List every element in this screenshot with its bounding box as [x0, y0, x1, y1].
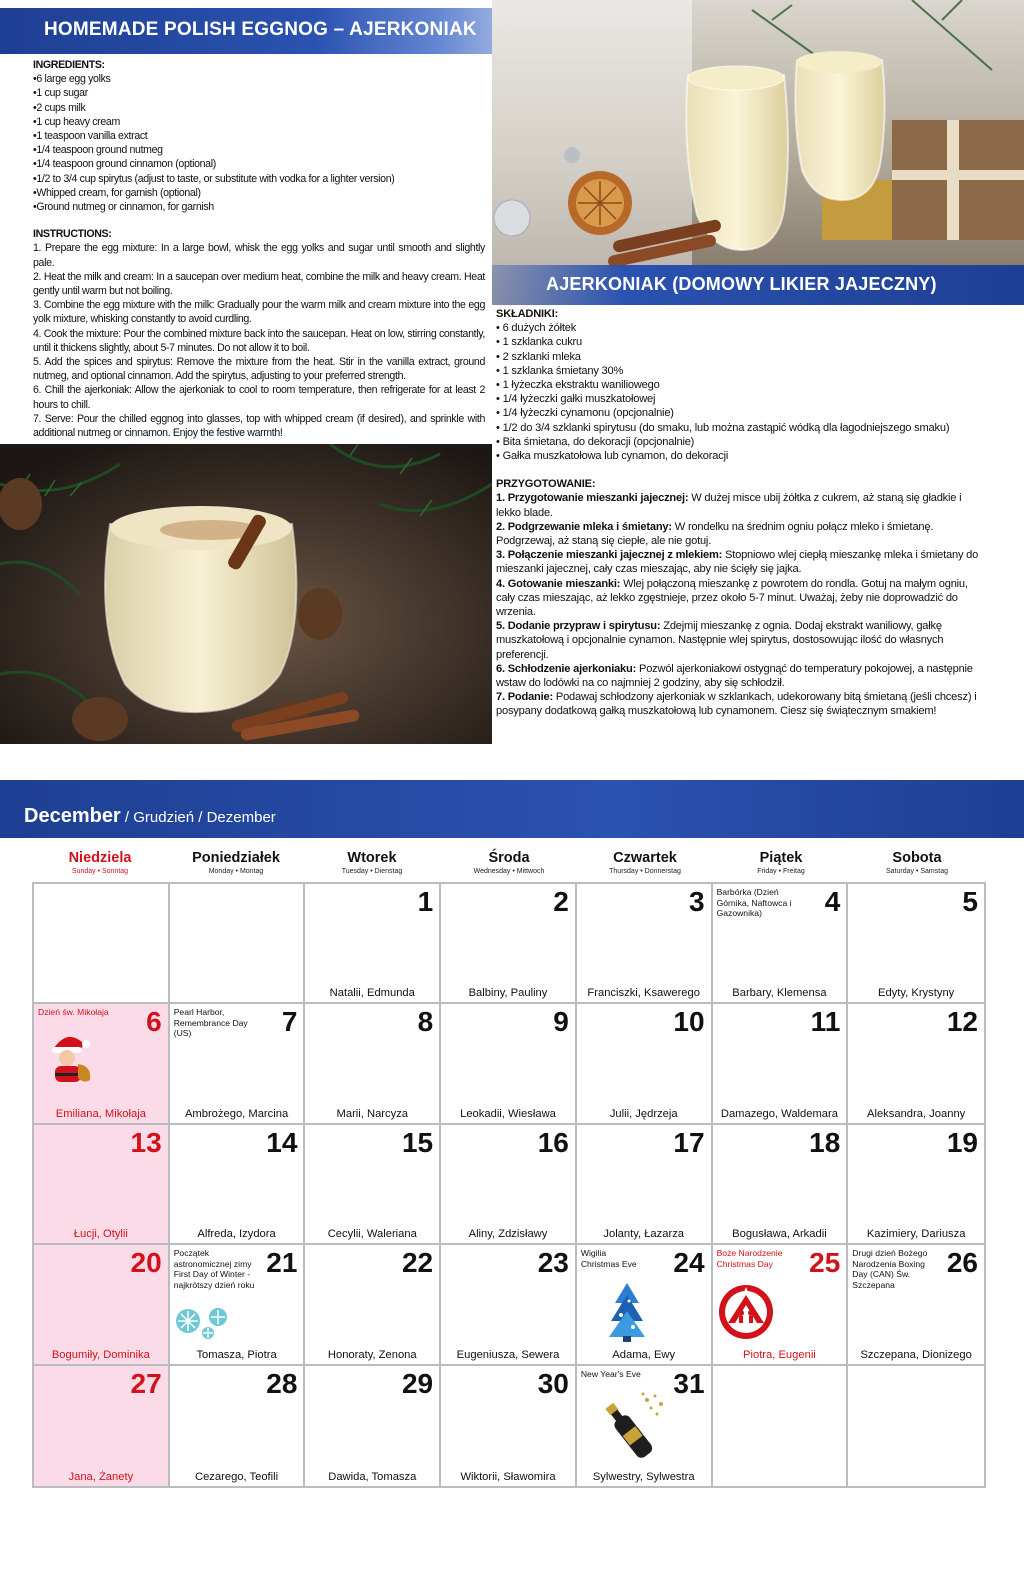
name-day: Aleksandra, Joanny	[867, 1107, 966, 1120]
name-day: Cecylii, Waleriana	[327, 1228, 417, 1241]
name-day: Łucji, Otylii	[73, 1228, 128, 1241]
przygotowanie-title: PRZYGOTOWANIE:	[496, 478, 596, 491]
day-number: 23	[537, 1247, 569, 1279]
sunday-cell	[34, 1125, 170, 1245]
name-day: Leokadii, Wiesława	[460, 1107, 556, 1120]
ingredient-item: • 1 teaspoon vanilla extract	[33, 129, 485, 143]
name-day: Bogumiły, Dominika	[51, 1348, 150, 1361]
polish-recipe-title: AJERKONIAK (DOMOWY LIKIER JAJECZNY)	[546, 274, 937, 294]
instruction-step: 6. Chill the ajerkoniak: Allow the ajerkoniak to cool to room temperature, then refrigerate for at least 2 hours to chill.	[33, 384, 485, 411]
day-number: 24	[673, 1247, 705, 1279]
holiday-note: Pearl Harbor, Remembrance Day (US)	[173, 1007, 248, 1039]
day-number: 5	[962, 886, 978, 917]
day-cell	[577, 1366, 713, 1486]
przygotowanie-step: 4. Gotowanie mieszanki: Wlej połączoną mieszankę z powrotem do rondla. Gotuj na małym ogniu, cały czas mieszając, aż lekko zgęstnieje, przez około 5-7 minut. Uważaj, żeby nie doprowadzić do wrzenia.	[496, 577, 968, 619]
name-day: Jana, Żanety	[68, 1471, 134, 1483]
name-day: Bogusława, Arkadii	[732, 1228, 827, 1241]
empty-day-cell	[34, 884, 170, 1004]
name-day: Ambrożego, Marcina	[184, 1107, 289, 1120]
day-cell	[848, 1004, 984, 1124]
day-number: 21	[266, 1247, 298, 1279]
holiday-note: Boże Narodzenie Christmas Day	[716, 1248, 783, 1269]
skladnik-item: • 2 szklanki mleka	[496, 350, 988, 364]
day-cell	[577, 1245, 713, 1365]
name-day: Balbiny, Pauliny	[468, 987, 548, 1000]
day-number: 25	[809, 1247, 841, 1279]
day-cell	[305, 1366, 441, 1486]
english-recipe-body	[33, 58, 485, 440]
name-day: Cezarego, Teofili	[195, 1471, 279, 1483]
name-day: Barbary, Klemensa	[732, 987, 827, 1000]
day-cell	[848, 1245, 984, 1365]
instruction-step: 3. Combine the egg mixture with the milk: Gradually pour the warm milk and cream mixture into the egg yolk mixture, whisking constantly to avoid curdling.	[33, 299, 485, 326]
name-day: Dawida, Tomasza	[328, 1471, 417, 1483]
name-day: Emiliana, Mikołaja	[55, 1107, 146, 1120]
calendar-grid	[32, 882, 986, 1488]
day-cell	[441, 1245, 577, 1365]
przygotowanie-step: 7. Podanie: Podawaj schłodzony ajerkoniak w szklankach, udekorowany bitą śmietaną (jeśli chcesz) i posypany dodatkową gałką muszkatołową lub cynamonem. Ciesz się świątecznym smakiem!	[496, 691, 977, 718]
name-day: Wiktorii, Sławomira	[460, 1471, 556, 1483]
day-number: 2	[553, 886, 569, 917]
skladnik-item: • Gałka muszkatołowa lub cynamon, do dekoracji	[496, 449, 988, 463]
name-day: Tomasza, Piotra	[196, 1348, 277, 1361]
instruction-step: 7. Serve: Pour the chilled eggnog into glasses, top with whipped cream (if desired), and sprinkle with additional nutmeg or cinnamon. Enjoy the festive warmth!	[33, 412, 485, 440]
day-number: 16	[537, 1126, 569, 1158]
name-day: Piotra, Eugenii	[743, 1348, 816, 1361]
weekday-header: Czwartek Thursday • Donnerstag	[609, 850, 681, 875]
day-cell	[441, 1366, 577, 1486]
day-number: 11	[810, 1006, 841, 1038]
name-day: Alfreda, Izydora	[197, 1228, 276, 1241]
name-day: Franciszki, Ksawerego	[587, 987, 700, 1000]
przygotowanie-step: 2. Podgrzewanie mleka i śmietany: W rondelku na średnim ogniu połącz mleko i śmietanę. Podgrzewaj, aż staną się ciepłe, ale nie gotuj.	[496, 520, 934, 548]
snowflakes-icon	[174, 1305, 240, 1346]
ingredient-item: • 1 cup heavy cream	[33, 115, 485, 129]
skladnik-item: • 6 dużych żółtek	[496, 321, 988, 335]
day-cell	[441, 1125, 577, 1245]
name-day: Adama, Ewy	[612, 1348, 676, 1361]
weekday-header: Niedziela Sunday • Sonntag	[68, 850, 132, 875]
day-cell	[305, 1004, 441, 1124]
day-number: 3	[688, 886, 705, 917]
skladnik-item: • 1/4 łyżeczki gałki muszkatołowej	[496, 392, 988, 406]
przygotowanie-step: 3. Połączenie mieszanki jajecznej z mlekiem: Stopniowo wlej ciepłą mieszankę mleka i śmietany do mieszanki jajecznej, cały czas mieszając, aby nie ścięły się jajka.	[496, 549, 979, 576]
day-cell	[170, 1004, 306, 1124]
day-cell	[170, 1366, 306, 1486]
instruction-step: 4. Cook the mixture: Pour the combined mixture back into the saucepan. Heat on low, stirring constantly, until it thickens slightly, about 5-7 minutes. Do not allow it to boil.	[33, 327, 485, 354]
sunday-cell	[34, 1004, 170, 1124]
day-number: 10	[673, 1006, 705, 1038]
name-day: Natalii, Edmunda	[329, 987, 415, 1000]
holiday-note: New Year's Eve	[580, 1368, 641, 1379]
day-number: 7	[281, 1006, 298, 1038]
month-translations: / Grudzień / Dezember	[120, 809, 276, 826]
day-cell	[170, 1125, 306, 1245]
name-day: Sylwestry, Sylwestra	[592, 1471, 695, 1483]
empty-day-cell	[713, 1366, 849, 1486]
holiday-note: Wigilia Christmas Eve	[580, 1248, 637, 1269]
name-day: Jolanty, Łazarza	[603, 1228, 685, 1241]
day-number: 27	[130, 1367, 162, 1399]
skladniki-list	[496, 321, 988, 463]
day-number: 18	[809, 1126, 841, 1158]
polish-recipe-header	[492, 265, 1024, 305]
name-day: Damazego, Waldemara	[720, 1107, 838, 1120]
name-day: Szczepana, Dionizego	[860, 1348, 972, 1361]
day-cell	[577, 1125, 713, 1245]
weekday-header: Piątek Friday • Freitag	[757, 850, 805, 875]
ingredient-item: • Ground nutmeg or cinnamon, for garnish	[33, 200, 485, 214]
ingredient-item: • 6 large egg yolks	[33, 72, 485, 86]
eggnog-cinnamon-photo	[0, 444, 492, 744]
weekday-header: Poniedziałek Monday • Montag	[192, 850, 280, 875]
przygotowanie-step: 6. Schłodzenie ajerkoniaku: Pozwól ajerkoniakowi ostygnąć do temperatury pokojowej, a następnie wstaw do lodówki na co najmniej 2 godziny, aby się schłodził.	[496, 662, 973, 690]
santa-claus-icon	[40, 1030, 96, 1091]
instruction-step: 2. Heat the milk and cream: In a saucepan over medium heat, combine the milk and heavy cream. Heat gently until warm but not boiling.	[33, 270, 485, 298]
day-cell	[577, 1004, 713, 1124]
day-number: 4	[824, 886, 841, 917]
day-number: 6	[146, 1006, 162, 1038]
polish-recipe-body	[496, 307, 988, 719]
ingredient-item: • Whipped cream, for garnish (optional)	[33, 186, 485, 200]
day-number: 9	[553, 1006, 569, 1038]
day-number: 8	[417, 1006, 434, 1038]
calendar-month-band	[0, 780, 1024, 838]
name-day: Eugeniusza, Sewera	[456, 1348, 560, 1361]
weekday-header: Środa Wednesday • Mittwoch	[473, 850, 545, 875]
day-cell	[441, 884, 577, 1004]
day-cell	[305, 1245, 441, 1365]
empty-day-cell	[170, 884, 306, 1004]
day-number: 22	[401, 1247, 434, 1279]
instructions-title: INSTRUCTIONS:	[33, 228, 112, 241]
instruction-step: 1. Prepare the egg mixture: In a large bowl, whisk the egg yolks and sugar until smooth and slightly pale.	[33, 242, 485, 269]
ingredient-item: • 2 cups milk	[33, 101, 485, 115]
przygotowanie-step: 1. Przygotowanie mieszanki jajecznej: W dużej misce ubij żółtka z cukrem, aż staną się gładkie i lekko blade.	[496, 492, 962, 519]
holiday-note: Barbórka (Dzień Górnika, Naftowca i Gazownika)	[716, 887, 792, 918]
skladnik-item: • 1 łyżeczka ekstraktu waniliowego	[496, 378, 988, 392]
ingredient-item: • 1/2 to 3/4 cup spirytus (adjust to taste, or substitute with vodka for a lighter version)	[33, 172, 485, 186]
ingredients-list	[33, 72, 485, 214]
day-cell	[170, 1245, 306, 1365]
sunday-cell	[34, 1245, 170, 1365]
day-number: 31	[673, 1367, 705, 1399]
day-cell	[713, 1004, 849, 1124]
weekday-header: Wtorek Tuesday • Dienstag	[341, 850, 403, 875]
weekday-header: Sobota Saturday • Samstag	[886, 850, 948, 875]
day-number: 17	[673, 1126, 705, 1158]
name-day: Marii, Narcyza	[336, 1107, 409, 1120]
instruction-step: 5. Add the spices and spirytus: Remove the mixture from the heat. Stir in the vanilla extract, ground nutmeg, and optional cinnamon. Add the spirytus, adjusting to your preferred strength.	[33, 356, 485, 383]
holiday-cell	[713, 1245, 849, 1365]
month-name: December	[24, 805, 121, 827]
przygotowanie-step: 5. Dodanie przypraw i spirytusu: Zdejmij mieszankę z ognia. Dodaj ekstrakt waniliowy, gałkę muszkatołową i opcjonalnie cynamon. Następnie wlej spirytus, dostosowując ilość do własnych preferencji.	[496, 620, 944, 661]
day-number: 20	[130, 1247, 162, 1279]
day-cell	[305, 1125, 441, 1245]
ingredient-item: • 1/4 teaspoon ground nutmeg	[33, 143, 485, 157]
day-number: 28	[266, 1367, 298, 1399]
skladnik-item: • 1/2 do 3/4 szklanki spirytusu (do smaku, lub można zastąpić wódką dla łagodniejszego smaku)	[496, 421, 988, 435]
name-day: Julii, Jędrzeja	[609, 1107, 678, 1120]
month-title	[24, 805, 276, 828]
empty-day-cell	[848, 1366, 984, 1486]
nativity-scene-icon	[717, 1283, 775, 1346]
day-cell	[577, 884, 713, 1004]
holiday-note: Dzień św. Mikołaja	[38, 1007, 109, 1018]
eggnog-glasses-photo	[492, 0, 1024, 305]
holiday-note: Drugi dzień Bożego Narodzenia Boxing Day (CAN) Św. Szczepana	[852, 1248, 928, 1290]
day-cell	[305, 884, 441, 1004]
ingredient-item: • 1 cup sugar	[33, 86, 485, 100]
day-cell	[713, 884, 849, 1004]
day-cell	[441, 1004, 577, 1124]
day-number: 30	[537, 1367, 569, 1399]
champagne-bottle-icon	[591, 1392, 671, 1473]
ingredient-item: • 1/4 teaspoon ground cinnamon (optional)	[33, 157, 485, 171]
skladnik-item: • 1 szklanka cukru	[496, 335, 988, 349]
english-recipe-title: HOMEMADE POLISH EGGNOG – AJERKONIAK	[44, 19, 477, 40]
name-day: Edyty, Krystyny	[878, 987, 955, 1000]
day-number: 15	[401, 1126, 434, 1158]
name-day: Honoraty, Zenona	[327, 1348, 417, 1361]
skladnik-item: • 1 szklanka śmietany 30%	[496, 364, 988, 378]
day-number: 14	[266, 1126, 298, 1158]
name-day: Kazimiery, Dariusza	[866, 1228, 966, 1241]
name-day: Aliny, Zdzisławy	[468, 1228, 548, 1241]
christmas-tree-icon	[607, 1281, 647, 1348]
holiday-note: Początek astronomicznej zimy First Day of Winter - najkrótszy dzień roku	[173, 1248, 255, 1290]
ingredients-title: INGREDIENTS:	[33, 59, 105, 71]
day-number: 19	[946, 1126, 978, 1158]
day-cell	[848, 1125, 984, 1245]
day-number: 13	[130, 1126, 162, 1158]
day-number: 29	[401, 1367, 434, 1399]
sunday-cell	[34, 1366, 170, 1486]
skladnik-item: • 1/4 łyżeczki cynamonu (opcjonalnie)	[496, 406, 988, 420]
day-cell	[713, 1125, 849, 1245]
day-cell	[848, 884, 984, 1004]
day-number: 12	[946, 1006, 978, 1038]
skladnik-item: • Bita śmietana, do dekoracji (opcjonalnie)	[496, 435, 988, 449]
skladniki-title: SKŁADNIKI:	[496, 308, 559, 320]
day-number: 26	[946, 1247, 978, 1279]
day-number: 1	[417, 886, 434, 917]
